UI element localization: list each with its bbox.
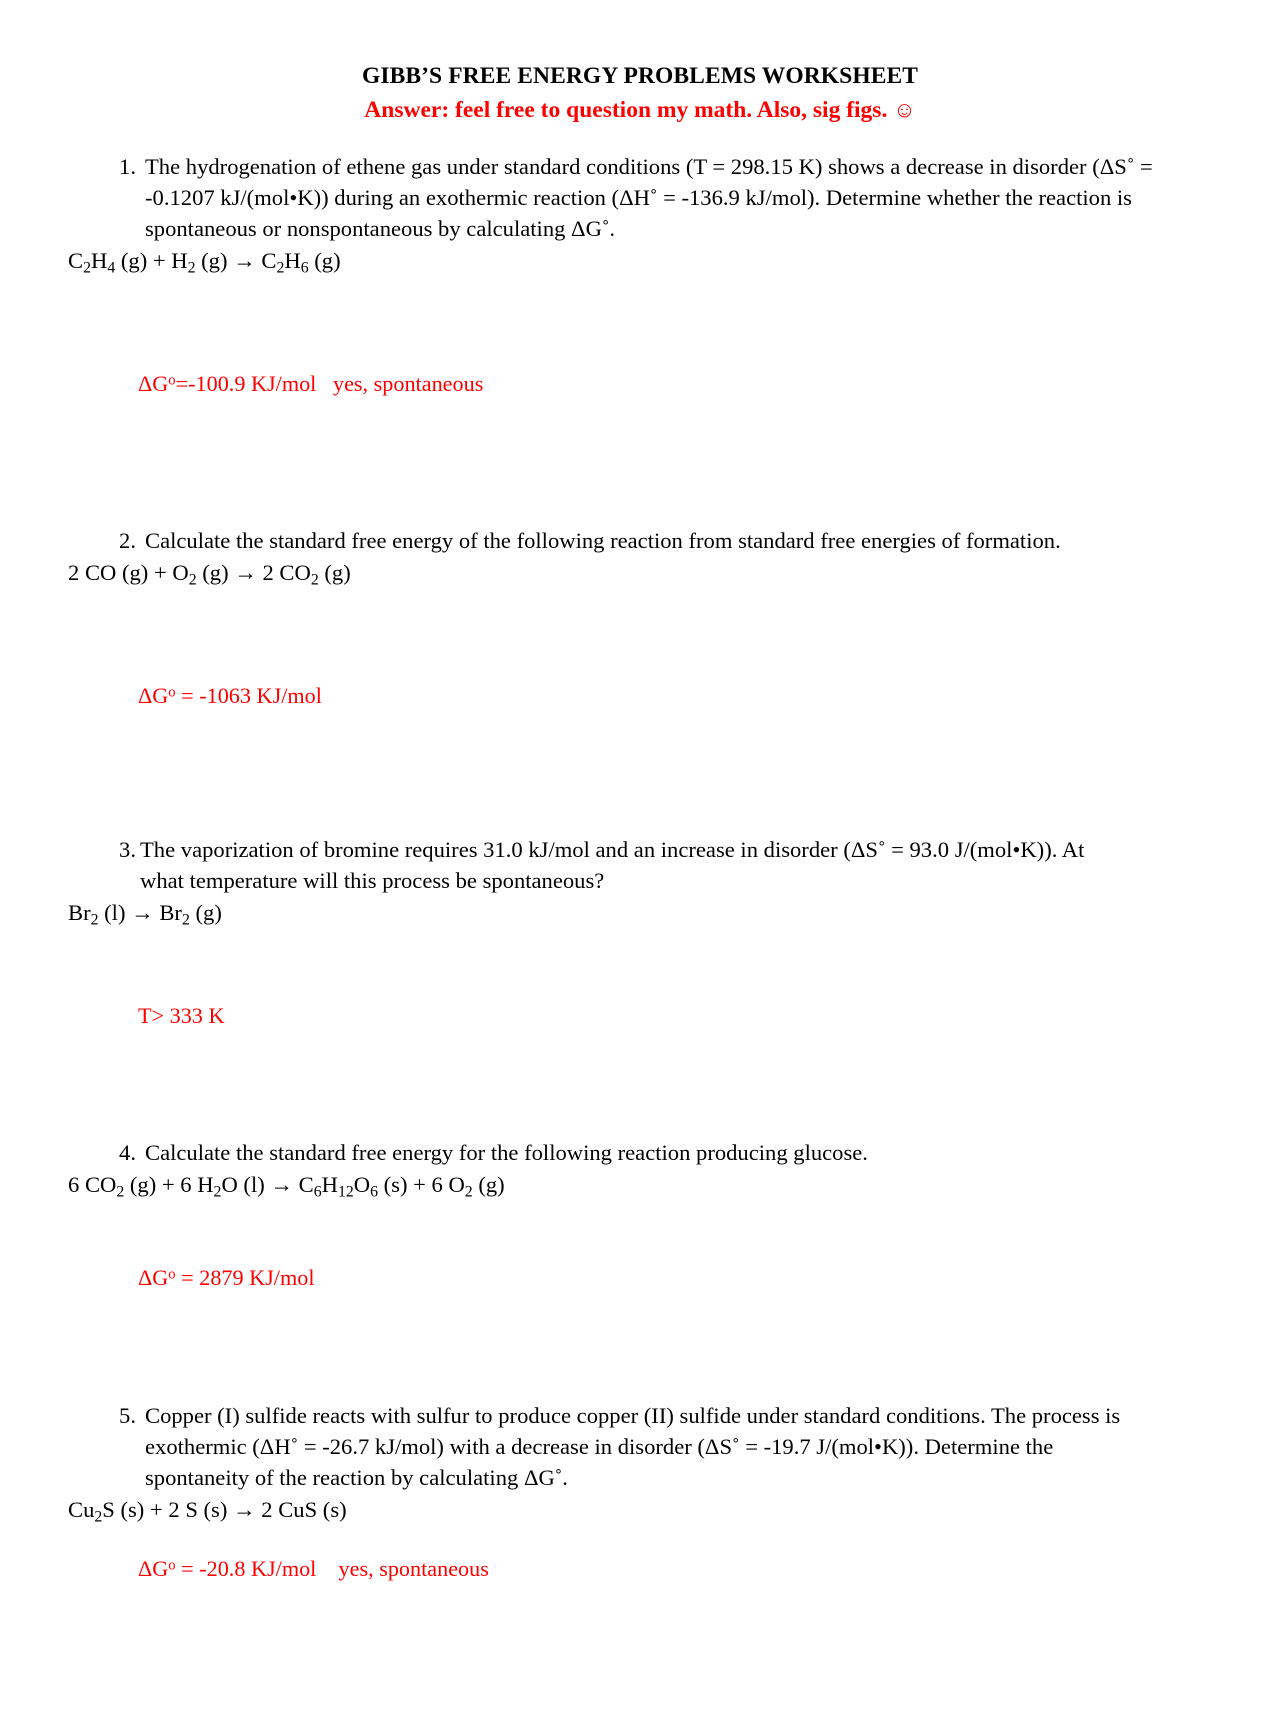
block-spacer-3 [0,1030,1280,1138]
answer-1: $\Delta G^o=-100.9$ KJ/mol yes, spontaneous [138,370,484,396]
smiley-face-icon: ☺ [893,97,916,123]
spacer-3 [0,930,1280,1002]
worksheet-page [0,62,1280,1718]
answer-key-subtitle-text: Answer: feel free to question my math. Also, sig figs. [364,97,888,124]
answer-4: $\Delta G^o = 2879$ KJ/mol [138,1265,315,1291]
answer-3: T> 333 K [138,1002,225,1028]
problem-item-5 [0,1401,1280,1583]
document-header [0,62,1280,126]
chemical-equation-4: 6 $CO_2$ (g) + 6 $H_2O$ $(l) \to C_6H_{12}O_6$ (s) + 6 $O_2$ (g) [68,1172,505,1201]
problem-item-2 [0,526,1280,711]
problem-text-4: Calculate the standard free energy for the following reaction producing glucose. [145,1140,868,1166]
chemical-equation-3: $Br_2$ $(l) \to Br_2$ (g) [68,899,222,929]
problem-text-3: The vaporization of bromine requires 31.0 kJ/mol and an increase in disorder (ΔS˚ = 93.0 J/(mol•K)). At what temperature will this process be spontaneous? [140,836,1085,893]
block-spacer-1 [0,398,1280,526]
problem-number-2: 2. [119,528,136,554]
problem-number-5: 5. [119,1403,136,1429]
problem-list [0,152,1280,1584]
spacer-1 [0,278,1280,370]
chemical-equation-5: $Cu_2S$ (s) + 2 S (s) → 2 CuS (s) [68,1496,347,1526]
problem-item-4 [0,1138,1280,1293]
page-title: GIBB’S FREE ENERGY PROBLEMS WORKSHEET [361,63,919,89]
chemical-equation-2: 2 CO $(g) + O_2$ (g) → 2 $CO_2$ (g) [68,560,351,589]
answer-key-subtitle [0,95,1280,126]
answer-5: $\Delta G^o = -20.8$ KJ/mol yes, spontaneous [138,1555,489,1581]
problem-item-3 [0,835,1280,1031]
problem-number-4: 4. [119,1140,136,1166]
problem-text-2: Calculate the standard free energy of the following reaction from standard free energies of formation. [145,528,1061,554]
problem-number-1: 1. [119,153,136,179]
answer-2: $\Delta G^o = -1063$ KJ/mol [138,683,322,709]
chemical-equation-1: $C_2H_4$ $(g) + H_2$ $(g) \to C_2H_6$ (g) [68,247,341,277]
block-spacer-4 [0,1293,1280,1401]
problem-text-1: The hydrogenation of ethene gas under standard conditions (T = 298.15 K) shows a decrease in disorder (ΔS˚ = -0.1207 kJ/(mol•K)) during an exothermic reaction (ΔH˚ = -136.9 kJ/mol). Determine whether the reaction is spontaneous or nonspontaneous by calculating ΔG˚. [145,153,1153,241]
problem-text-5: Copper (I) sulfide reacts with sulfur to produce copper (II) sulfide under standard conditions. The process is exothermic (ΔH˚ = -26.7 kJ/mol) with a decrease in disorder (ΔS˚ = -19.7 J/(mol•K)). Determine the spontaneity of the reaction by calculating ΔG˚. [145,1403,1121,1490]
spacer-2 [0,590,1280,682]
problem-number-3: 3. [119,836,136,862]
block-spacer-2 [0,711,1280,835]
spacer-4 [0,1202,1280,1264]
problem-item-1 [0,152,1280,398]
spacer-5 [0,1527,1280,1555]
